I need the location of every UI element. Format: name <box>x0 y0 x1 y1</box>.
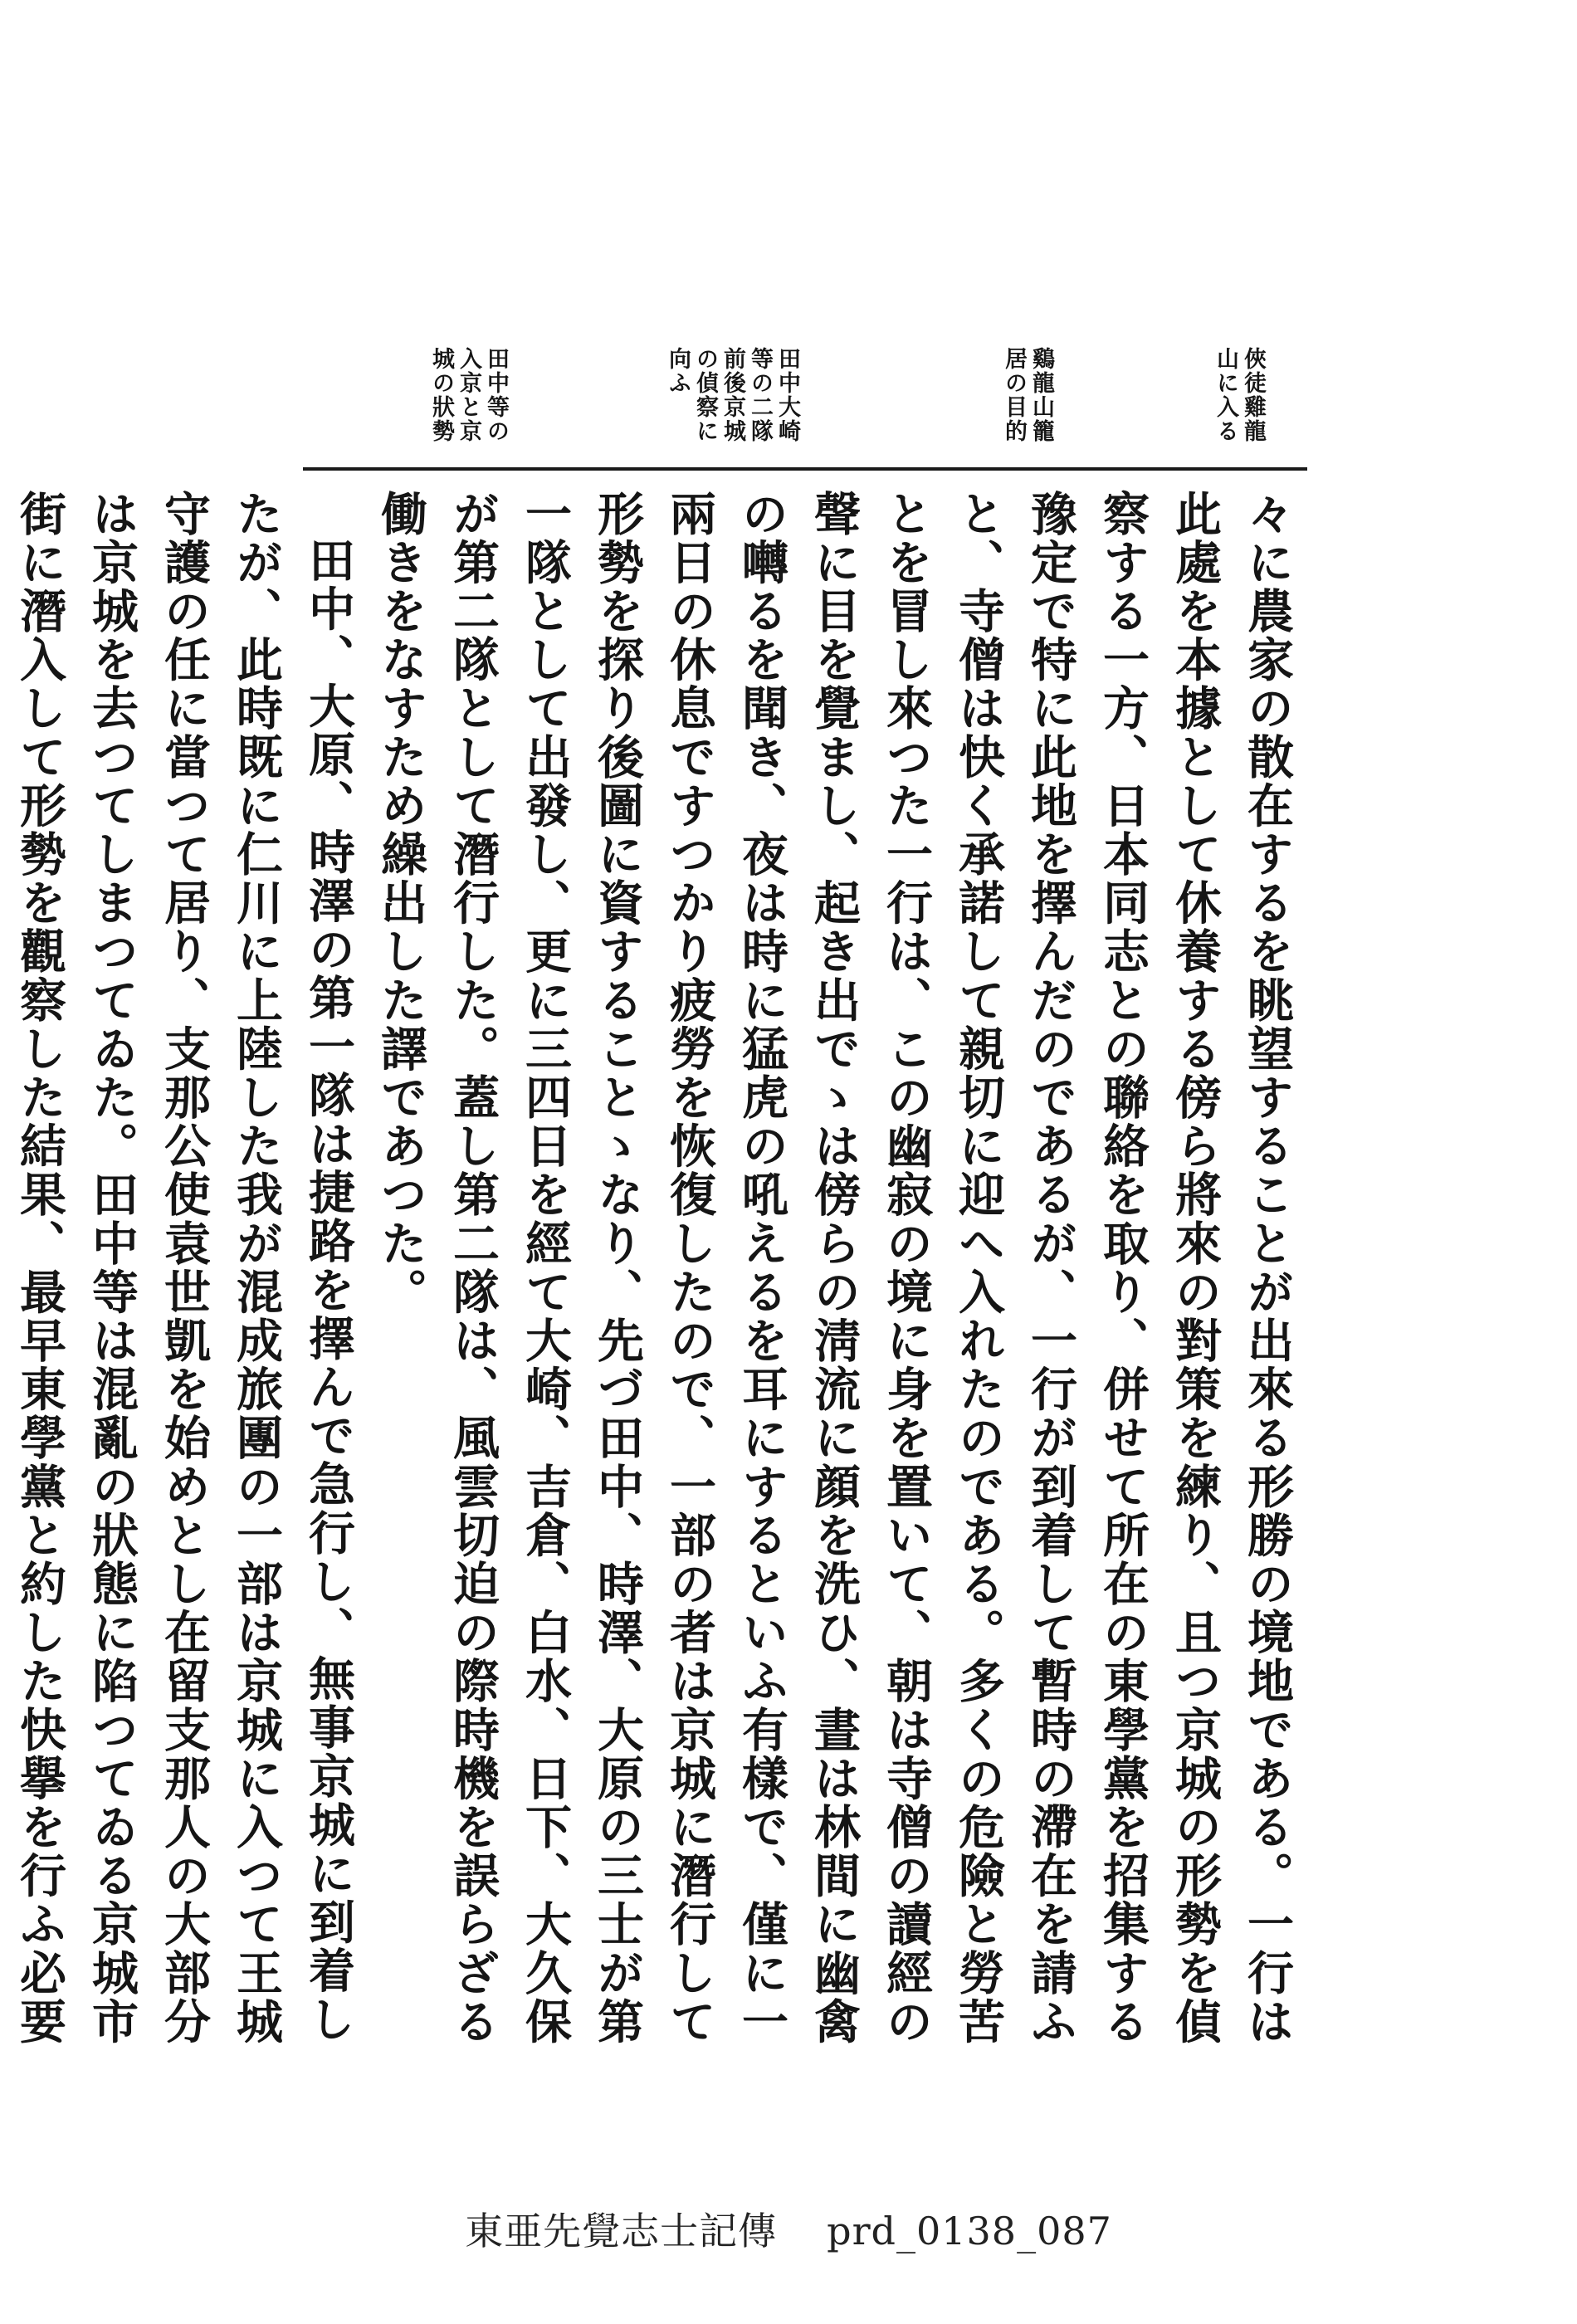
header-rule <box>303 467 1307 471</box>
headnote: 鷄龍山籠 居の目的 <box>1001 347 1054 443</box>
headnote: 田中大崎 等の二隊 前後京城 の偵察に 向ふ <box>665 347 800 443</box>
headnote: 田中等の 入京と京 城の狀勢 <box>428 347 509 443</box>
page-id: prd_0138_087 <box>827 2209 1112 2253</box>
headnote: 俠徒雞龍 山に入る <box>1213 347 1266 443</box>
body-text <box>12 490 1303 2050</box>
book-title: 東亜先覺志士記傳 <box>465 2209 778 2253</box>
paragraph: 々に農家の散在するを眺望することが出來る形勝の境地である。一行は此處を本據として休養する傍ら將來の對策を練り、且つ京城の形勢を偵察する一方、日本同志との聯絡を取り、併せて所在の東學黨を招集する豫定で特に此地を擇んだのであるが、一行が到着して暫時の滯在を請ふと、寺僧は快く承諾して親切に迎へ入れたのである。多くの危險と勞苦とを冒し來つた一行は、この幽寂の境に身を置いて、朝は寺僧の讀經の聲に目を覺まし、起き出でゝは傍らの淸流に顔を洗ひ、晝は林間に幽禽の囀るを聞き、夜は時に猛虎の吼えるを耳にするといふ有樣で、僅に一兩日の休息ですつかり疲勞を恢復したので、一部の者は京城に潛行して形勢を探り後圖に資することゝなり、先づ田中、時澤、大原の三士が第一隊として出發し、更に三四日を經て大崎、吉倉、白水、日下、大久保が第二隊として潛行した。蓋し第二隊は、風雲切迫の際時機を誤らざる働きをなすため繰出した譯であつた。 <box>374 490 1295 2047</box>
headnotes <box>390 347 1303 459</box>
page-footer <box>0 2201 1577 2256</box>
paragraph: 田中、大原、時澤の第一隊は捷路を擇んで急行し、無事京城に到着したが、此時既に仁川に上陸した我が混成旅團の一部は京城に入つて王城守護の任に當つて居り、支那公使袁世凱を始めとし在留支那人の大部分は京城を去つてしまつてゐた。田中等は混亂の狀態に陷つてゐる京城市街に潛入して形勢を觀察した結果、最早東學黨と約した快擧を行ふ必要 <box>12 490 356 2047</box>
